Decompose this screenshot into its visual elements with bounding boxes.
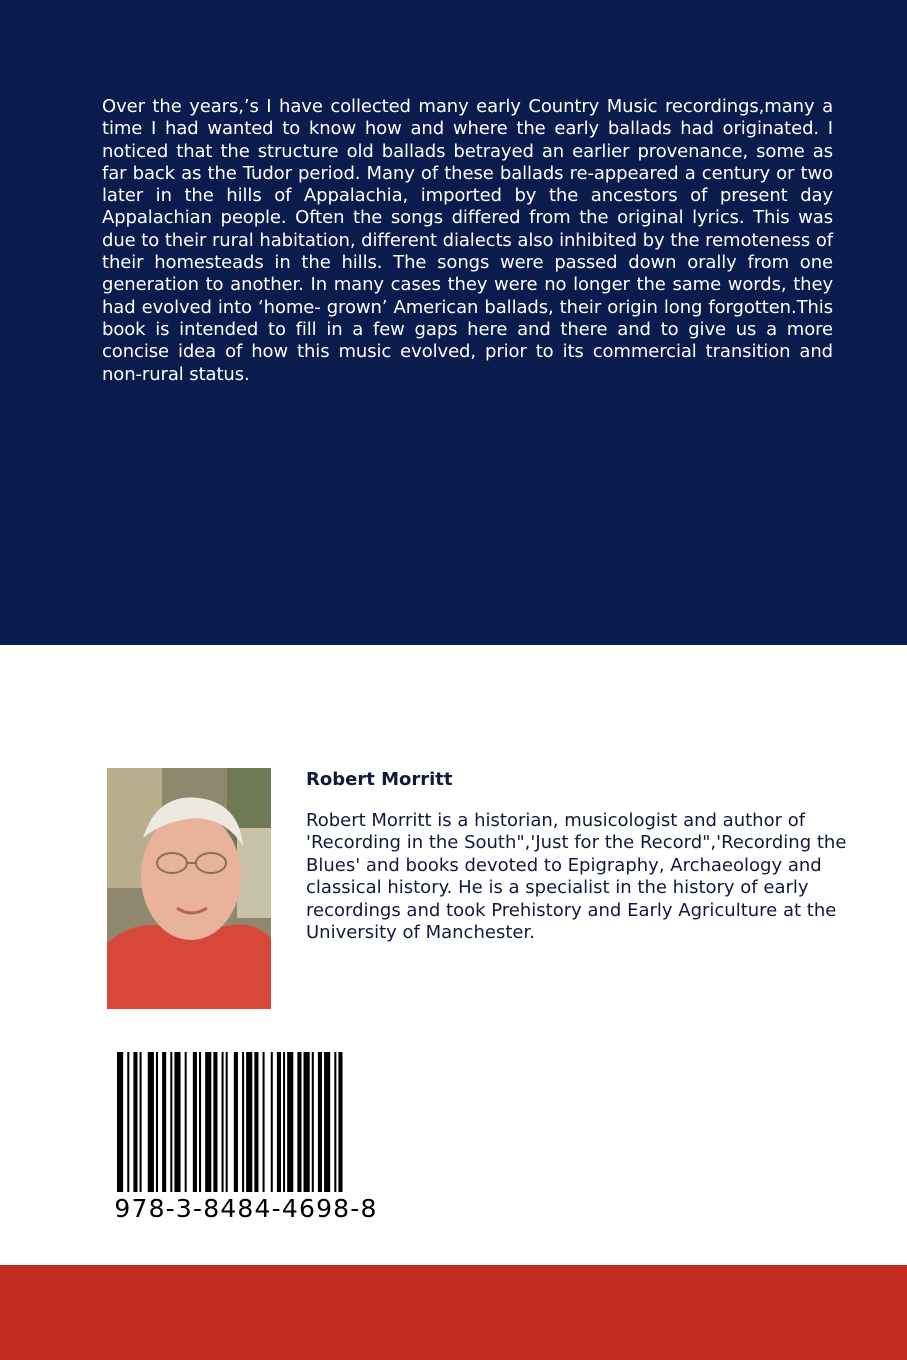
barcode-bar [156,1052,158,1192]
barcode-bar [304,1052,310,1192]
barcode-bar [287,1052,293,1192]
barcode-bar [297,1052,301,1192]
barcode-bars [117,1052,375,1192]
barcode-bar [170,1052,172,1192]
barcode-bar [193,1052,197,1192]
barcode-bar [133,1052,137,1192]
author-photo [107,768,271,1009]
barcode-bar [140,1052,142,1192]
barcode-bar [222,1052,224,1192]
barcode-bar [234,1052,238,1192]
author-bio: Robert Morritt is a historian, musicologist and author of 'Recording in the South",'Just for the Record",'Recording the Blues' and books devoted to Epigraphy, Archaeology and classical history. He is a specialist in the history of early recordings and took Prehistory and Early Agriculture at the University of Manchester. [306,810,847,944]
barcode-bar [199,1052,201,1192]
barcode-bar [312,1052,314,1192]
isbn-barcode [101,1036,391,1231]
barcode-bar [162,1052,166,1192]
barcode-bar [263,1052,265,1192]
barcode-bar [334,1052,336,1192]
isbn-number: 978-3-8484-4698-8 [114,1194,378,1223]
barcode-bar [226,1052,228,1192]
barcode-bar [185,1052,187,1192]
barcode-bar [213,1052,217,1192]
barcode-bar [318,1052,322,1192]
barcode-bar [283,1052,285,1192]
barcode-bar [174,1052,180,1192]
author-name: Robert Morritt [306,769,453,790]
barcode-bar [242,1052,244,1192]
barcode-bar [117,1052,123,1192]
barcode-bar [338,1052,342,1192]
book-description: Over the years,’s I have collected many early Country Music recordings,many a time I had wanted to know how and where the early ballads had originated. I noticed that the structure old ballads betrayed an earlier provenance, some as far back as the Tudor period. Many of these ballads re-appeared a century or two later in the hills of Appalachia, imported by the ancestors of present day Appalachian people. Often the songs differed from the original lyrics. This was due to their rural habitation, different dialects also inhibited by the remoteness of their homesteads in the hills. The songs were passed down orally from one generation to another. In many cases they were no longer the same words, they had evolved into ‘home- grown’ American ballads, their origin long forgotten.This book is intended to fill in a few gaps here and there and to give us a more concise idea of how this music evolved, prior to its commercial transition and non-rural status. [102,96,833,385]
bottom-color-band [0,1265,907,1360]
barcode-bar [127,1052,129,1192]
barcode-bar [148,1052,154,1192]
back-cover-blurb-panel [0,0,907,645]
barcode-bar [271,1052,273,1192]
barcode-bar [254,1052,258,1192]
barcode-bar [246,1052,252,1192]
barcode-bar [277,1052,281,1192]
barcode-bar [205,1052,211,1192]
barcode-bar [324,1052,330,1192]
